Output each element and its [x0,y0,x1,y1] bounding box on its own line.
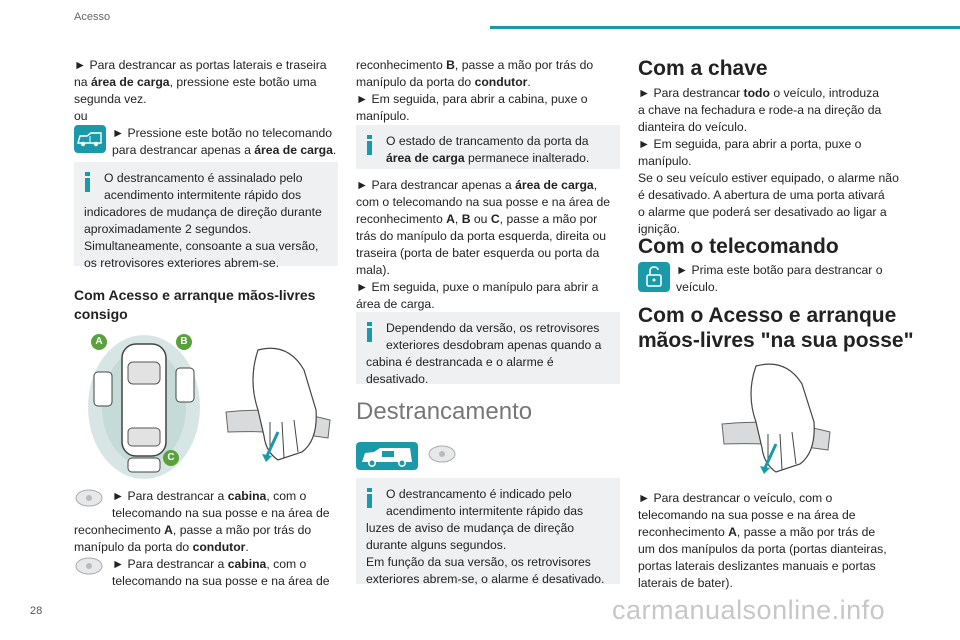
text-line: área de carga. [356,297,435,311]
text-line: O estado de trancamento da porta da [386,134,589,148]
text-line: um dos manípulos da porta (portas dianteiras, [638,542,887,556]
text-line: a chave na fechadura e rode-a na direção da [638,103,882,117]
text-line: laterais de bater). [638,576,733,590]
text-line: ► Para destrancar todo o veículo, introduza [638,86,880,100]
text-line: ► Em seguida, para abrir a porta, puxe o [638,137,862,151]
heading-with-key: Com a chave [638,57,768,80]
header-accent-bar [490,26,960,29]
info-icon [85,172,90,192]
unlock-padlock-icon [638,262,670,292]
text-line: ► Em seguida, para abrir a cabina, puxe o [356,92,588,106]
section-heading: Com Acesso e arranque mãos-livres consigo [74,287,316,322]
hands-free-instruction [638,490,918,592]
text-line: Se o seu veículo estiver equipado, o alarme não [638,171,899,185]
text-line: ► Pressione este botão no telecomando [112,126,333,140]
text-line: acendimento intermitente rápido dos [104,188,302,202]
cabin-unlock-instruction-2 [112,556,352,590]
text-line: reconhecimento A, passe a mão por trás do [74,523,312,537]
text-line: ► Para destrancar a cabina, com o [112,557,307,571]
column-1 [74,57,344,125]
text-line: área de carga permanece inalterado. [386,151,590,165]
text-line: é desativado. A abertura de uma porta ativará [638,188,885,202]
text-line: ► Em seguida, puxe o manípulo para abrir a [356,280,599,294]
text-line: exteriores abrem-se, o alarme é desativado. [366,572,605,586]
zone-badge-c: C [163,450,179,466]
zone-badge-a: A [91,334,107,350]
section-title: Destrancamento [356,398,533,425]
text-line: cabina é destrancada e o alarme é [366,355,554,369]
key-instruction [638,85,918,238]
text-line: com o telecomando na sua posse e na área de [356,195,611,209]
info-box [74,162,338,270]
text-line: telecomando na sua posse e na área de [112,506,330,520]
text-line: desativado. [366,372,429,386]
text-line: acendimento intermitente rápido das [386,504,584,518]
van-unlock-icon [356,442,418,470]
text-line: manípulo. [356,109,410,123]
van-rear-unlock-icon [74,125,106,153]
info-box [356,478,620,584]
car-detection-zones-diagram [84,332,204,482]
text-line: segunda vez. [74,92,147,106]
text-line: luzes de aviso de mudança de direção [366,521,574,535]
text-line: aproximadamente 2 segundos. [84,222,252,236]
text-line: reconhecimento A, B ou C, passe a mão por [356,212,598,226]
header-title: Acesso [74,11,111,23]
info-icon [367,135,372,155]
text-line: mala). [356,263,390,277]
text-line: dianteira do veículo. [638,120,748,134]
text-line: Simultaneamente, consoante a sua versão, [84,239,319,253]
text-line: na área de carga, pressione este botão uma [74,75,317,89]
text-line: O destrancamento é indicado pelo [386,487,572,501]
hand-handle-illustration [716,358,836,482]
heading-hands-free: Com o Acesso e arranque mãos-livres "na sua posse" [638,304,914,352]
text-line: telecomando na sua posse e na área de [112,574,330,588]
text-line: para destrancar apenas a área de carga. [112,143,337,157]
watermark: carmanualsonline.info [612,595,886,625]
info-box [356,125,620,169]
text-line: ► Para destrancar apenas a área de carga, [356,178,598,192]
text-line: traseira (porta de bater esquerda ou porta da [356,246,600,260]
text-line: trás do manípulo da porta esquerda, direita ou [356,229,607,243]
steering-wheel-icon [426,444,458,466]
info-icon [367,488,372,508]
text-line: manípulo da porta do condutor. [356,75,531,89]
text-line: veículo. [676,280,719,294]
text-line: ► Para destrancar o veículo, com o [638,491,833,505]
info-icon [367,322,372,342]
text-line: durante alguns segundos. [366,538,507,552]
text-line: ► Para destrancar as portas laterais e traseira [74,58,327,72]
remote-unlock-instruction [676,262,916,296]
text-line: Em função da sua versão, os retrovisores [366,555,591,569]
text-line: portas laterais deslizantes manuais e portas [638,559,876,573]
text-line: O destrancamento é assinalado pelo [104,171,303,185]
text-line: manípulo. [638,154,692,168]
text-line: os retrovisores exteriores abrem-se. [84,256,280,270]
text-line: ignição. [638,222,681,236]
cargo-unlock-instruction [356,177,626,313]
text-line: indicadores de mudança de direção durante [84,205,322,219]
steering-wheel-icon [74,556,104,578]
page-number: 28 [30,605,43,617]
text-line: o alarme que poderá ser desativado ao ligar a [638,205,887,219]
text-line: exteriores desdobram apenas quando a [386,338,602,352]
column-2 [356,57,626,125]
text-line: reconhecimento A, passe a mão por trás de [638,525,876,539]
text-line: ou [74,109,88,123]
heading-with-remote: Com o telecomando [638,235,839,258]
hand-handle-illustration [218,340,338,470]
text-line: ► Prima este botão para destrancar o [676,263,883,277]
zone-badge-b: B [176,334,192,350]
text-line: Dependendo da versão, os retrovisores [386,321,600,335]
text-line: reconhecimento B, passe a mão por trás do [356,58,594,72]
info-box [356,312,620,384]
text-line: ► Para destrancar a cabina, com o [112,489,307,503]
remote-instruction [112,125,352,159]
text-line: telecomando na sua posse e na área de [638,508,856,522]
text-line: manípulo da porta do condutor. [74,540,249,554]
cabin-unlock-instruction [74,488,354,556]
